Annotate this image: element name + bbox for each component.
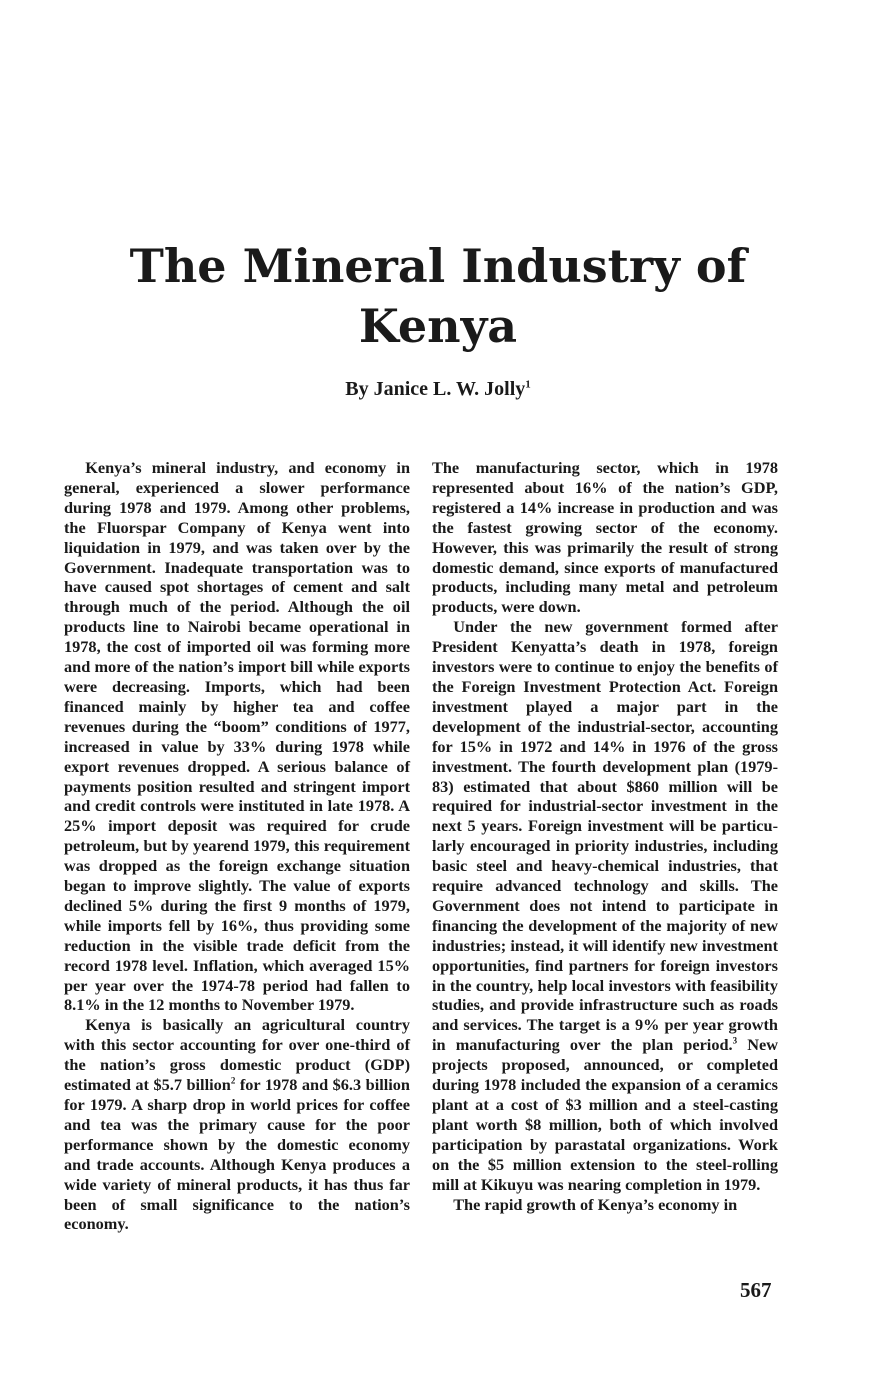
- right-paragraph-2: [432, 617, 778, 1194]
- left-paragraph-2: [64, 1015, 410, 1234]
- footnote-mark-3: 3: [732, 1035, 738, 1046]
- right-text-column: [432, 458, 778, 1214]
- article-title-line-1: The Mineral Industry of: [129, 239, 747, 293]
- author-byline: [0, 378, 876, 401]
- left-paragraph-1: Kenya’s mineral industry, and economy in general, experienced a slower performance during 1978 and 1979. Among other problems, the Fluorspar Company of Kenya went into liquidation in 1979, and was taken over by the Government. Inadequate transportation was to have caused spot shortages of cement and salt through much of the period. Although the oil products line to Nairobi became operational in 1978, the cost of imported oil was forming more and more of the nation’s import bill while exports were decreasing. Imports, which had been financed mainly by higher tea and coffee revenues during the “boom” conditions of 1977, increased in value by 33% during 1978 while export revenues dropped. A serious balance of payments position resulted and stringent import and credit controls were instituted in late 1978. A 25% import deposit was required for crude petroleum, but by yearend 1979, this requirement was dropped as the foreign exchange situation began to improve slightly. The value of exports declined 5% during the first 9 months of 1979, while imports fell by 16%, thus providing some reduction in the visible trade deficit from the record 1978 level. Inflation, which averaged 15% per year over the 1974-78 period had fallen to 8.1% in the 12 months to November 1979.: [64, 458, 410, 1015]
- page-number: 567: [740, 1278, 772, 1302]
- footnote-mark-2: 2: [230, 1075, 236, 1086]
- article-title-line-2: Kenya: [358, 299, 518, 353]
- right-paragraph-3: The rapid growth of Kenya’s economy in: [453, 1194, 738, 1214]
- right-paragraph-2-text-b: New projects proposed, announced, or completed during 1978 included the expansion of a ceramics plant at a cost of $3 million and a steel-casting plant worth $8 million, both of which involved participation by parastatal organizations. Work on the $5 million extension to the steel-rolling mill at Kikuyu was nearing completion in 1979.: [432, 1035, 779, 1194]
- left-paragraph-2-text-b: for 1978 and $6.3 billion for 1979. A sharp drop in world prices for coffee and tea was the primary cause for the poor performance shown by the domestic economy and trade accounts. Although Kenya produces a wide variety of mineral products, it has thus far been of small significance to the nation’s economy.: [64, 1075, 410, 1234]
- author-footnote-mark: 1: [525, 378, 531, 391]
- right-paragraph-1: The manufacturing sector, which in 1978 represented about 16% of the nation’s GDP, registered a 14% increase in production and was the fastest growing sector of the economy. However, this was primarily the result of strong domestic demand, since exports of manufactured products, including many metal and petroleum products, were down.: [432, 458, 778, 617]
- left-text-column: [64, 458, 410, 1234]
- left-paragraph-2-text-a: Kenya is basically an agricultural country with this sector accounting for over one-third of the nation’s gross domestic product (GDP) estimated at $5.7 billion: [64, 1015, 410, 1095]
- author-name: By Janice L. W. Jolly: [345, 378, 526, 400]
- right-paragraph-2-text-a: Under the new government formed after President Kenyatta’s death in 1978, foreign investors were to continue to enjoy the benefits of the Foreign Investment Protection Act. Foreign investment played a major part in the development of the industrial-sector, accounting for 15% in 1972 and 14% in 1976 of the gross investment. The fourth development plan (1979-83) estimated that about $860 million will be required for industrial-sector investment in the next 5 years. Foreign investment will be particularly encouraged in priority industries, including basic steel and heavy-chemical industries, that require advanced technology and skills. The Government does not intend to participate in financing the development of the majority of new industries; instead, it will identify new investment opportunities, find partners for foreign investors in the country, help local investors with feasibility studies, and provide infrastructure such as roads and services. The target is a 9% per year growth in manufacturing over the plan period.: [432, 617, 778, 1055]
